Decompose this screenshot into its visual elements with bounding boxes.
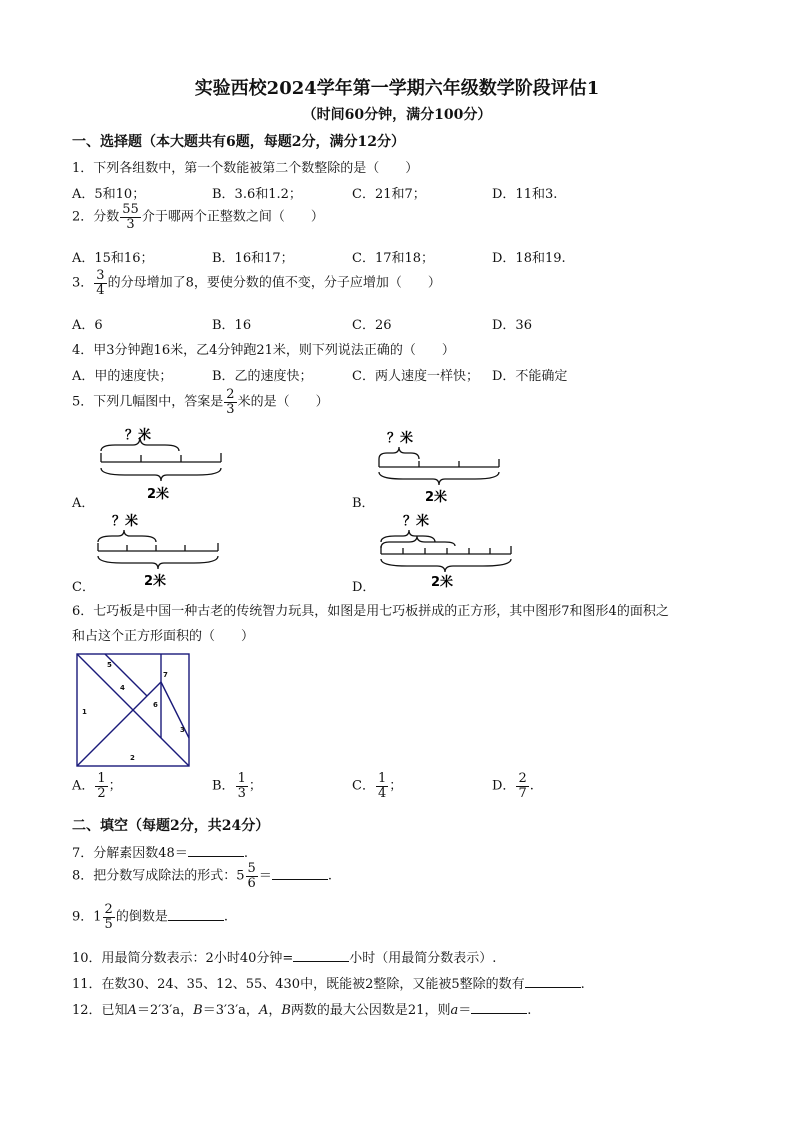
q4-option-c: C．两人速度一样快；: [352, 369, 479, 384]
q9-num: 2: [104, 902, 113, 917]
q6-a-sep: ；: [108, 778, 122, 794]
section-1-heading: 一、选择题（本大题共有6题，每题2分，满分12分）: [72, 134, 405, 150]
q1-option-a: A．5和10；: [72, 187, 146, 202]
q5-num: 2: [226, 387, 235, 402]
q3-option-b: B．16: [212, 318, 252, 333]
q5a-bottom-label: 2米: [147, 487, 170, 502]
q4-option-a: A．甲的速度快；: [72, 369, 173, 384]
q10-answer-blank[interactable]: [293, 949, 349, 962]
q3-fraction: [94, 269, 106, 297]
q7-answer-blank[interactable]: [188, 844, 244, 857]
q8-den: 6: [247, 875, 256, 891]
q6-b-den: 3: [237, 785, 246, 801]
question-4-stem: 4．甲3分钟跑16米，乙4分钟跑21米，则下列说法正确的（ ）: [72, 343, 455, 358]
q12-pre: 12．已知: [72, 1003, 128, 1018]
q5-option-b: B．: [352, 496, 375, 511]
q9-answer-blank[interactable]: [168, 908, 224, 921]
q5-option-c: C．: [72, 580, 95, 595]
q2-post: 介于哪两个正整数之间（ ）: [141, 209, 324, 225]
q11-end: .: [580, 977, 585, 992]
tangram-piece-3: 3: [180, 726, 185, 734]
q5-diagram-d: [373, 508, 518, 588]
q12-sep3: ，: [268, 1003, 282, 1018]
page-title: 实验西校2024学年第一学期六年级数学阶段评估1: [194, 78, 600, 99]
q5c-top-label: ？米: [112, 514, 139, 529]
q4-option-d: D．不能确定: [492, 369, 568, 384]
q6-b-label: B．: [212, 778, 235, 794]
q8-end: .: [327, 868, 332, 884]
q5-fraction: [224, 388, 236, 416]
q8-fraction: [246, 862, 258, 890]
q6-a-den: 2: [97, 785, 106, 801]
q5-option-d: D．: [352, 580, 376, 595]
q2-option-b: B．16和17；: [212, 251, 294, 266]
tangram-piece-6: 6: [153, 701, 158, 709]
question-12: [72, 999, 531, 1018]
q12-answer-blank[interactable]: [471, 1001, 527, 1014]
q5-diagram-a: [95, 425, 230, 505]
q12-end: .: [527, 1003, 532, 1018]
q6-a-fraction: [95, 772, 107, 800]
q5d-bottom-label: 2米: [431, 575, 454, 588]
tangram-piece-4: 4: [120, 684, 125, 692]
q1-option-d: D．11和3.: [492, 187, 558, 202]
q11-answer-blank[interactable]: [525, 975, 581, 988]
page-subtitle: （时间60分钟，满分100分）: [302, 107, 492, 123]
q6-a-label: A．: [72, 778, 95, 794]
q5-diagram-b: [373, 425, 508, 505]
q8-num: 5: [247, 861, 256, 876]
q10-post: 小时（用最简分数表示）.: [349, 951, 497, 966]
q12-eq: ＝: [458, 1003, 472, 1018]
q12-eqA: ＝2′3′a: [136, 1003, 181, 1018]
q6-b-sep: ；: [248, 778, 262, 794]
question-8: [72, 862, 332, 890]
q5b-bottom-label: 2米: [425, 490, 448, 505]
q6-option-b: [212, 772, 262, 800]
q5c-bottom-label: 2米: [144, 574, 167, 588]
q3-num: 3: [96, 268, 105, 283]
question-2-stem: [72, 203, 324, 231]
q5-den: 3: [226, 401, 235, 417]
q12-mid3: 两数的最大公因数是21，则: [290, 1003, 451, 1018]
q6-d-end: .: [529, 778, 534, 794]
q5-pre: 5．下列几幅图中，答案是: [72, 394, 224, 410]
q5-option-a: A．: [72, 496, 95, 511]
q8-pre: 8．把分数写成除法的形式：5: [72, 868, 245, 884]
q5b-top-label: ？米: [387, 431, 414, 446]
q12-sep1: ，: [180, 1003, 194, 1018]
q5a-top-label: ？米: [125, 428, 152, 443]
q12-mid-A: A: [258, 1003, 269, 1018]
q12-eqB: ＝3′3′a: [202, 1003, 246, 1018]
q10-pre: 10．用最简分数表示：2小时40分钟=: [72, 951, 294, 966]
q6-d-num: 2: [518, 771, 527, 786]
q6-c-num: 1: [377, 771, 387, 786]
question-7: [72, 842, 248, 861]
q9-pre: 9．1: [72, 909, 102, 925]
q6-option-d: [492, 772, 534, 800]
q9-post: 的倒数是: [115, 909, 168, 925]
q7-end: .: [243, 846, 248, 861]
q2-option-d: D．18和19.: [492, 251, 566, 266]
q4-option-b: B．乙的速度快；: [212, 369, 313, 384]
q6-option-a: [72, 772, 122, 800]
question-6-line1: 6．七巧板是中国一种古老的传统智力玩具，如图是用七巧板拼成的正方形，其中图形7和图形4的面积之: [72, 604, 669, 619]
tangram-figure: [75, 652, 191, 768]
q3-post: 的分母增加了8，要使分数的值不变，分子应增加（ ）: [107, 275, 441, 291]
section-2-heading: 二、填空（每题2分，共24分）: [72, 818, 270, 834]
q11-pre: 11．在数30、24、35、12、55、430中，既能被2整除，又能被5整除的数有: [72, 977, 525, 992]
q9-fraction: [103, 903, 115, 931]
q12-var-A: A: [127, 1003, 137, 1018]
q12-mid-B: B: [281, 1003, 291, 1018]
tangram-piece-7: 7: [163, 671, 168, 679]
q3-option-c: C．26: [352, 318, 392, 333]
tangram-piece-5: 5: [107, 661, 112, 669]
q6-option-c: [352, 772, 402, 800]
q6-b-num: 1: [237, 771, 246, 786]
q2-fraction: [120, 203, 141, 231]
q12-var-a: a: [450, 1003, 459, 1018]
question-9: [72, 903, 228, 931]
q5d-top-label: ？米: [403, 514, 430, 529]
question-6-line2: 和占这个正方形面积的（ ）: [72, 629, 255, 644]
q6-b-fraction: [236, 772, 248, 800]
q2-den: 3: [126, 216, 135, 232]
q9-den: 5: [104, 916, 113, 932]
q3-pre: 3．: [72, 275, 94, 291]
q9-end: .: [223, 909, 228, 925]
q12-sep2: ，: [245, 1003, 259, 1018]
question-5-stem: [72, 388, 329, 416]
q6-d-den: 7: [518, 785, 527, 801]
q1-option-c: C．21和7；: [352, 187, 426, 202]
q8-eq: ＝: [258, 868, 272, 884]
q6-d-fraction: [516, 772, 528, 800]
q6-c-sep: ；: [389, 778, 403, 794]
q6-c-den: 4: [377, 785, 387, 801]
q2-pre: 2．分数: [72, 209, 120, 225]
q3-den: 4: [96, 282, 105, 298]
q5-post: 米的是（ ）: [237, 394, 329, 410]
q2-num: 55: [122, 202, 139, 217]
q7-text: 7．分解素因数48＝: [72, 846, 188, 861]
question-3-stem: [72, 269, 441, 297]
question-10: [72, 947, 496, 966]
q8-answer-blank[interactable]: [272, 867, 328, 880]
q2-option-c: C．17和18；: [352, 251, 435, 266]
q6-c-label: C．: [352, 778, 375, 794]
q6-c-fraction: [376, 772, 388, 800]
q1-option-b: B．3.6和1.2；: [212, 187, 302, 202]
q12-var-B: B: [193, 1003, 203, 1018]
q2-option-a: A．15和16；: [72, 251, 154, 266]
q3-option-a: A．6: [72, 318, 103, 333]
question-11: [72, 973, 585, 992]
tangram-piece-2: 2: [130, 754, 135, 762]
q6-d-label: D．: [492, 778, 516, 794]
q5-diagram-c: [92, 508, 227, 588]
q6-a-num: 1: [97, 771, 106, 786]
tangram-piece-1: 1: [82, 708, 87, 716]
q3-option-d: D．36: [492, 318, 532, 333]
question-1-stem: 1．下列各组数中，第一个数能被第二个数整除的是（ ）: [72, 161, 419, 176]
